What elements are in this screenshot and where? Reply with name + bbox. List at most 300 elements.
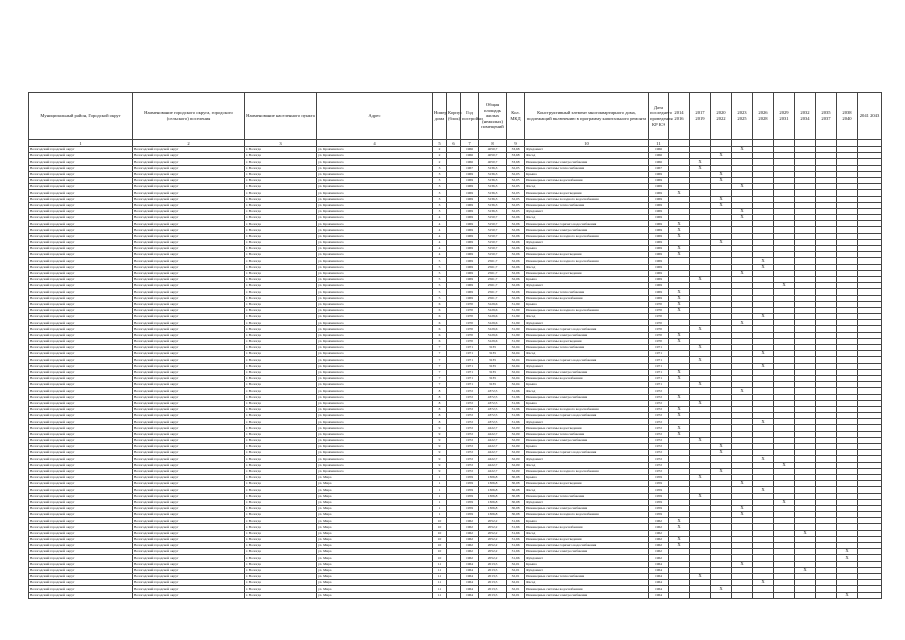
cell-last-repair: 1962	[649, 524, 669, 530]
cell-locality: г. Вологда	[245, 258, 317, 264]
cell-last-repair: 1962	[649, 549, 669, 555]
cell-house-no: 5	[433, 295, 447, 301]
cell-element: Инженерные системы горячего водоснабжения	[525, 221, 649, 227]
cell-area: 3135	[479, 357, 507, 363]
cell-house-no: 8	[433, 419, 447, 425]
cell-element: Инженерные системы электроснабжения	[525, 369, 649, 375]
cell-ked: 32,09	[507, 437, 525, 443]
cell-element: Фасад	[525, 487, 649, 493]
cell-municipal: Вологодский городской округ	[29, 270, 133, 276]
cell-ked: 32,04	[507, 345, 525, 351]
col-period: 2032 2034	[795, 93, 816, 140]
cell-locality: г. Вологда	[245, 369, 317, 375]
cell-built-year: 1962	[461, 536, 479, 542]
cell-locality: г. Вологда	[245, 573, 317, 579]
cell-area: 3150,7	[479, 227, 507, 233]
cell-municipal: Вологодский городской округ	[29, 444, 133, 450]
cell-district: Вологодский городской округ	[133, 555, 245, 561]
cell-locality: г. Вологда	[245, 524, 317, 530]
cell-house-no: 9	[433, 462, 447, 468]
cell-ked: 33,68	[507, 159, 525, 165]
cell-municipal: Вологодский городской округ	[29, 524, 133, 530]
cell-ked: 32,05	[507, 184, 525, 190]
cell-area: 4222,7	[479, 450, 507, 456]
cell-element: Инженерные системы теплоснабжения	[525, 345, 649, 351]
cell-last-repair: 1964	[649, 573, 669, 579]
cell-district: Вологодский городской округ	[133, 147, 245, 153]
cell-house-no: 3	[433, 165, 447, 171]
cell-element: Инженерные системы теплоснабжения	[525, 431, 649, 437]
cell-built-year: 1969	[461, 196, 479, 202]
cell-last-repair: 1972	[649, 431, 669, 437]
cell-area: 4372,5	[479, 400, 507, 406]
cell-municipal: Вологодский городской округ	[29, 227, 133, 233]
cell-ked: 32,01	[507, 573, 525, 579]
cell-ked: 30,08	[507, 499, 525, 505]
cell-built-year: 1969	[461, 264, 479, 270]
cell-district: Вологодский городской округ	[133, 382, 245, 388]
column-number: 4	[317, 140, 433, 147]
period-mark: X	[774, 499, 795, 505]
cell-municipal: Вологодский городской округ	[29, 190, 133, 196]
cell-house-no: 1	[433, 481, 447, 487]
cell-house-no: 1	[433, 505, 447, 511]
cell-built-year: 1969	[461, 190, 479, 196]
cell-house-no: 9	[433, 431, 447, 437]
cell-area: 1306,8	[479, 474, 507, 480]
cell-locality: г. Вологда	[245, 252, 317, 258]
cell-locality: г. Вологда	[245, 227, 317, 233]
cell-address: ул. Кравчинского	[317, 276, 433, 282]
cell-district: Вологодский городской округ	[133, 270, 245, 276]
cell-area: 4050,7	[479, 147, 507, 153]
cell-house-no: 7	[433, 351, 447, 357]
cell-address: ул. Кравчинского	[317, 320, 433, 326]
cell-last-repair: 1969	[649, 289, 669, 295]
cell-ked: 32,01	[507, 586, 525, 592]
cell-last-repair: 1972	[649, 468, 669, 474]
cell-district: Вологодский городской округ	[133, 394, 245, 400]
cell-address: ул. Кравчинского	[317, 375, 433, 381]
cell-built-year: 1969	[461, 177, 479, 183]
cell-district: Вологодский городской округ	[133, 400, 245, 406]
cell-house-no: 7	[433, 363, 447, 369]
cell-ked: 32,06	[507, 289, 525, 295]
cell-built-year: 1972	[461, 413, 479, 419]
column-number: 2	[133, 140, 245, 147]
cell-municipal: Вологодский городской округ	[29, 147, 133, 153]
cell-area: 4222,7	[479, 456, 507, 462]
cell-locality: г. Вологда	[245, 499, 317, 505]
cell-district: Вологодский городской округ	[133, 419, 245, 425]
period-mark: X	[753, 456, 774, 462]
cell-built-year: 1972	[461, 388, 479, 394]
cell-last-repair: 1969	[649, 202, 669, 208]
cell-district: Вологодский городской округ	[133, 177, 245, 183]
cell-locality: г. Вологда	[245, 345, 317, 351]
cell-address: ул. Мира	[317, 505, 433, 511]
cell-district: Вологодский городской округ	[133, 357, 245, 363]
cell-municipal: Вологодский городской округ	[29, 543, 133, 549]
cell-district: Вологодский городской округ	[133, 444, 245, 450]
cell-address: ул. Кравчинского	[317, 431, 433, 437]
cell-house-no: 10	[433, 530, 447, 536]
cell-district: Вологодский городской округ	[133, 592, 245, 598]
period-mark: X	[795, 530, 816, 536]
cell-element: Фасад	[525, 530, 649, 536]
cell-district: Вологодский городской округ	[133, 184, 245, 190]
cell-district: Вологодский городской округ	[133, 171, 245, 177]
cell-locality: г. Вологда	[245, 363, 317, 369]
cell-house-no: 5	[433, 270, 447, 276]
table-row	[29, 592, 882, 598]
cell-built-year: 1971	[461, 382, 479, 388]
cell-address: ул. Кравчинского	[317, 227, 433, 233]
period-mark: X	[669, 246, 690, 252]
cell-district: Вологодский городской округ	[133, 307, 245, 313]
cell-locality: г. Вологда	[245, 295, 317, 301]
cell-address: ул. Кравчинского	[317, 400, 433, 406]
cell-address: ул. Мира	[317, 536, 433, 542]
cell-last-repair: 1970	[649, 326, 669, 332]
cell-municipal: Вологодский городской округ	[29, 375, 133, 381]
cell-last-repair: 1972	[649, 456, 669, 462]
period-mark: X	[753, 363, 774, 369]
cell-address: ул. Мира	[317, 549, 433, 555]
cell-ked: 31,96	[507, 388, 525, 394]
cell-area: 3135	[479, 375, 507, 381]
cell-address: ул. Кравчинского	[317, 295, 433, 301]
cell-built-year: 1964	[461, 586, 479, 592]
cell-area: 3136,3	[479, 190, 507, 196]
cell-built-year: 1959	[461, 474, 479, 480]
cell-ked: 32,06	[507, 252, 525, 258]
cell-house-no: 3	[433, 190, 447, 196]
cell-last-repair: 1959	[649, 493, 669, 499]
cell-last-repair: 1971	[649, 382, 669, 388]
cell-area: 1306,8	[479, 512, 507, 518]
cell-house-no: 11	[433, 580, 447, 586]
cell-district: Вологодский городской округ	[133, 468, 245, 474]
cell-last-repair: 1969	[649, 283, 669, 289]
cell-last-repair: 1969	[649, 264, 669, 270]
cell-municipal: Вологодский городской округ	[29, 456, 133, 462]
cell-house-no: 3	[433, 177, 447, 183]
cell-municipal: Вологодский городской округ	[29, 394, 133, 400]
column-number: 11	[649, 140, 669, 147]
cell-area: 3129,6	[479, 332, 507, 338]
cell-address: ул. Кравчинского	[317, 345, 433, 351]
cell-ked: 32,06	[507, 215, 525, 221]
period-mark: X	[711, 153, 732, 159]
cell-ked: 32,05	[507, 190, 525, 196]
cell-municipal: Вологодский городской округ	[29, 165, 133, 171]
cell-address: ул. Кравчинского	[317, 165, 433, 171]
cell-last-repair: 1964	[649, 561, 669, 567]
cell-built-year: 1964	[461, 567, 479, 573]
cell-element: Инженерные системы горячего водоснабжения	[525, 450, 649, 456]
cell-element: Инженерные системы электроснабжения	[525, 592, 649, 598]
cell-address: ул. Кравчинского	[317, 190, 433, 196]
cell-address: ул. Кравчинского	[317, 159, 433, 165]
cell-element: Инженерные системы водоснабжения	[525, 586, 649, 592]
cell-built-year: 1969	[461, 233, 479, 239]
cell-locality: г. Вологда	[245, 233, 317, 239]
cell-locality: г. Вологда	[245, 462, 317, 468]
cell-element: Фасад	[525, 264, 649, 270]
col-elements: Конструктивный элемент многоквартирного дома, подлежащий включению в программу капитального ремонта	[525, 93, 649, 140]
cell-last-repair: 1971	[649, 375, 669, 381]
cell-built-year: 1972	[461, 394, 479, 400]
cell-built-year: 1970	[461, 338, 479, 344]
period-mark: X	[690, 159, 711, 165]
cell-area: 3136,3	[479, 208, 507, 214]
cell-municipal: Вологодский городской округ	[29, 320, 133, 326]
period-mark: X	[669, 536, 690, 542]
cell-locality: г. Вологда	[245, 450, 317, 456]
cell-last-repair: 1969	[649, 221, 669, 227]
cell-municipal: Вологодский городской округ	[29, 413, 133, 419]
cell-municipal: Вологодский городской округ	[29, 400, 133, 406]
period-mark	[711, 592, 732, 598]
cell-house-no: 10	[433, 536, 447, 542]
cell-house-no: 6	[433, 314, 447, 320]
cell-ked: 31,96	[507, 394, 525, 400]
cell-element: Инженерные системы электроснабжения	[525, 159, 649, 165]
cell-area: 4372,5	[479, 406, 507, 412]
cell-last-repair: 1959	[649, 487, 669, 493]
cell-built-year: 1970	[461, 320, 479, 326]
cell-built-year: 1971	[461, 369, 479, 375]
cell-district: Вологодский городской округ	[133, 474, 245, 480]
cell-built-year: 1969	[461, 227, 479, 233]
period-mark: X	[795, 567, 816, 573]
period-mark: X	[669, 425, 690, 431]
cell-ked: 31,66	[507, 555, 525, 561]
cell-last-repair: 1964	[649, 592, 669, 598]
cell-address: ул. Кравчинского	[317, 184, 433, 190]
period-mark	[795, 592, 816, 598]
cell-municipal: Вологодский городской округ	[29, 289, 133, 295]
cell-district: Вологодский городской округ	[133, 295, 245, 301]
cell-built-year: 1971	[461, 351, 479, 357]
cell-last-repair: 1972	[649, 425, 669, 431]
period-mark: X	[732, 270, 753, 276]
period-mark: X	[669, 190, 690, 196]
period-mark: X	[669, 252, 690, 258]
cell-address: ул. Кравчинского	[317, 444, 433, 450]
cell-built-year: 1969	[461, 258, 479, 264]
cell-area: 2013,5	[479, 561, 507, 567]
cell-built-year: 1969	[461, 221, 479, 227]
cell-address: ул. Кравчинского	[317, 314, 433, 320]
cell-locality: г. Вологда	[245, 400, 317, 406]
cell-address: ул. Мира	[317, 592, 433, 598]
cell-area: 2561,7	[479, 258, 507, 264]
cell-district: Вологодский городской округ	[133, 314, 245, 320]
cell-municipal: Вологодский городской округ	[29, 314, 133, 320]
period-mark: X	[732, 184, 753, 190]
cell-element: Крыша	[525, 400, 649, 406]
period-mark: X	[669, 227, 690, 233]
period-mark: X	[732, 215, 753, 221]
column-number: 5	[433, 140, 447, 147]
cell-district: Вологодский городской округ	[133, 524, 245, 530]
period-mark	[816, 592, 837, 598]
cell-built-year: 1969	[461, 171, 479, 177]
cell-last-repair: 1966	[649, 147, 669, 153]
cell-locality: г. Вологда	[245, 314, 317, 320]
cell-district: Вологодский городской округ	[133, 431, 245, 437]
cell-locality: г. Вологда	[245, 580, 317, 586]
period-mark: X	[690, 573, 711, 579]
cell-element: Фундамент	[525, 456, 649, 462]
cell-locality: г. Вологда	[245, 456, 317, 462]
col-period: 2041 2043	[858, 93, 882, 140]
cell-address: ул. Кравчинского	[317, 208, 433, 214]
col-period: 2038 2040	[837, 93, 858, 140]
cell-last-repair: 1970	[649, 307, 669, 313]
cell-ked: 32,05	[507, 196, 525, 202]
cell-address: ул. Кравчинского	[317, 270, 433, 276]
cell-last-repair: 1971	[649, 369, 669, 375]
cell-locality: г. Вологда	[245, 307, 317, 313]
header-row	[29, 93, 882, 140]
cell-house-no: 5	[433, 264, 447, 270]
cell-element: Фундамент	[525, 419, 649, 425]
cell-built-year: 1972	[461, 437, 479, 443]
cell-house-no: 4	[433, 246, 447, 252]
cell-address: ул. Кравчинского	[317, 425, 433, 431]
cell-district: Вологодский городской округ	[133, 289, 245, 295]
cell-municipal: Вологодский городской округ	[29, 468, 133, 474]
cell-house-no: 4	[433, 239, 447, 245]
cell-area: 4222,7	[479, 468, 507, 474]
cell-locality: г. Вологда	[245, 190, 317, 196]
cell-last-repair: 1972	[649, 413, 669, 419]
cell-house-no: 10	[433, 555, 447, 561]
cell-district: Вологодский городской округ	[133, 493, 245, 499]
cell-last-repair: 1972	[649, 394, 669, 400]
cell-element: Крыша	[525, 474, 649, 480]
cell-municipal: Вологодский городской округ	[29, 276, 133, 282]
cell-built-year: 1972	[461, 425, 479, 431]
cell-element: Крыша	[525, 444, 649, 450]
period-mark: X	[669, 406, 690, 412]
cell-municipal: Вологодский городской округ	[29, 239, 133, 245]
cell-built-year: 1966	[461, 153, 479, 159]
cell-locality: г. Вологда	[245, 289, 317, 295]
cell-element: Инженерные системы водоотведения	[525, 536, 649, 542]
cell-district: Вологодский городской округ	[133, 202, 245, 208]
cell-area: 4372,5	[479, 419, 507, 425]
cell-ked: 31,99	[507, 307, 525, 313]
cell-locality: г. Вологда	[245, 153, 317, 159]
cell-element: Инженерные системы холодного водоснабжения	[525, 258, 649, 264]
cell-area: 3150,7	[479, 252, 507, 258]
cell-address: ул. Мира	[317, 573, 433, 579]
cell-ked: 32,06	[507, 239, 525, 245]
cell-ked: 32,09	[507, 425, 525, 431]
cell-house-no: 5	[433, 283, 447, 289]
cell-ked: 32,06	[507, 276, 525, 282]
col-municipal: Муниципальный район, Городской округ	[29, 93, 133, 140]
cell-locality: г. Вологда	[245, 332, 317, 338]
cell-last-repair: 1969	[649, 190, 669, 196]
cell-last-repair: 1972	[649, 400, 669, 406]
period-mark: X	[690, 357, 711, 363]
col-period: 2023 2025	[732, 93, 753, 140]
cell-last-repair: 1969	[649, 270, 669, 276]
cell-municipal: Вологодский городской округ	[29, 549, 133, 555]
cell-area: 3150,7	[479, 215, 507, 221]
cell-ked: 31,99	[507, 332, 525, 338]
cell-ked: 31,96	[507, 419, 525, 425]
cell-area: 3129,6	[479, 307, 507, 313]
cell-area: 3129,6	[479, 320, 507, 326]
period-mark: X	[732, 512, 753, 518]
cell-house-no: 5	[433, 276, 447, 282]
cell-district: Вологодский городской округ	[133, 549, 245, 555]
cell-area: 2561,7	[479, 283, 507, 289]
period-mark: X	[690, 165, 711, 171]
cell-address: ул. Мира	[317, 487, 433, 493]
cell-house-no: 7	[433, 357, 447, 363]
cell-area: 2013,5	[479, 573, 507, 579]
cell-municipal: Вологодский городской округ	[29, 499, 133, 505]
cell-element: Фундамент	[525, 499, 649, 505]
period-mark: X	[690, 400, 711, 406]
cell-area: 2013,5	[479, 567, 507, 573]
cell-address: ул. Кравчинского	[317, 202, 433, 208]
cell-locality: г. Вологда	[245, 592, 317, 598]
column-number: 7	[461, 140, 479, 147]
column-number: 9	[507, 140, 525, 147]
cell-house-no: 4	[433, 221, 447, 227]
cell-area: 4222,7	[479, 462, 507, 468]
cell-element: Инженерные системы теплоснабжения	[525, 165, 649, 171]
period-mark: X	[711, 468, 732, 474]
cell-built-year: 1969	[461, 289, 479, 295]
cell-locality: г. Вологда	[245, 394, 317, 400]
cell-municipal: Вологодский городской округ	[29, 493, 133, 499]
cell-built-year: 1962	[461, 543, 479, 549]
table-body	[29, 140, 882, 599]
cell-area: 2561,7	[479, 276, 507, 282]
cell-house-no: 7	[433, 375, 447, 381]
cell-municipal: Вологодский городской округ	[29, 573, 133, 579]
cell-house-no: 8	[433, 400, 447, 406]
cell-built-year: 1971	[461, 375, 479, 381]
cell-ked: 32,09	[507, 462, 525, 468]
cell-address: ул. Кравчинского	[317, 264, 433, 270]
period-mark: X	[669, 375, 690, 381]
cell-house-no: 10	[433, 524, 447, 530]
cell-district: Вологодский городской округ	[133, 153, 245, 159]
cell-house-no: 9	[433, 425, 447, 431]
cell-district: Вологодский городской округ	[133, 165, 245, 171]
period-mark: X	[732, 320, 753, 326]
cell-municipal: Вологодский городской округ	[29, 233, 133, 239]
cell-address: ул. Кравчинского	[317, 215, 433, 221]
cell-built-year: 1972	[461, 456, 479, 462]
cell-last-repair: 1972	[649, 462, 669, 468]
cell-corpus	[447, 592, 461, 598]
cell-ked: 31,99	[507, 320, 525, 326]
cell-area: 4050,7	[479, 153, 507, 159]
period-mark: X	[732, 561, 753, 567]
cell-built-year: 1969	[461, 184, 479, 190]
